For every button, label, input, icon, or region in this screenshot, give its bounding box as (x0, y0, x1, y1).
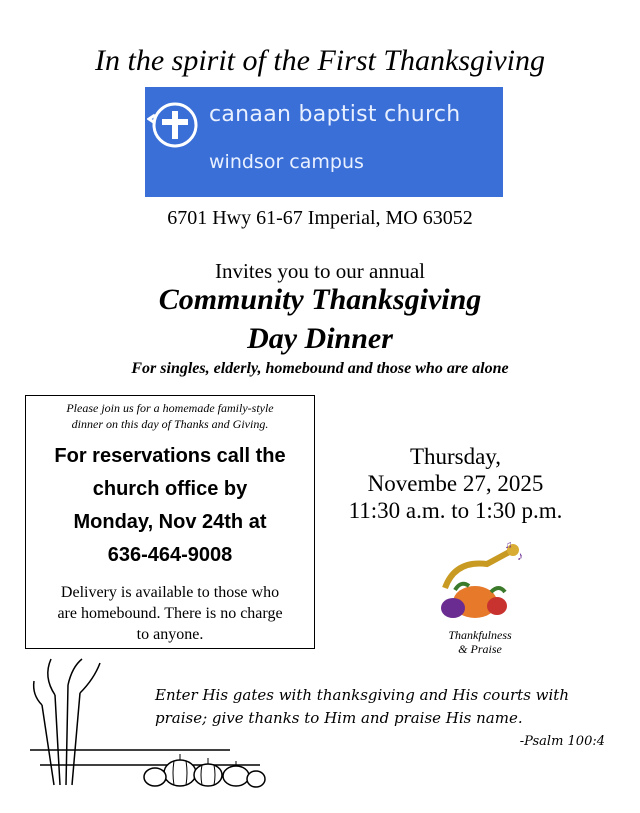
delivery-note: Delivery is available to those who are homebound. There is no charge to anyone. (57, 584, 283, 643)
event-time: 11:30 a.m. to 1:30 p.m. (348, 498, 563, 523)
invitation-note: Please join us for a homemade family-style dinner on this day of Thanks and Giving. (66, 401, 274, 431)
scripture-verse: Enter His gates with thanksgiving and His courts with praise; give thanks to Him and praise His name. (155, 686, 569, 727)
cross-icon (147, 97, 203, 153)
event-when (318, 443, 593, 524)
page-title: In the spirit of the First Thanksgiving (95, 44, 545, 77)
invite-line: Invites you to our annual (215, 259, 425, 283)
reservation-box (25, 395, 315, 649)
event-title-line2: Day Dinner (247, 322, 393, 355)
svg-text:♪: ♪ (517, 549, 523, 563)
harvest-horn-icon (425, 540, 535, 630)
event-subtitle: For singles, elderly, homebound and those who are alone (131, 360, 509, 377)
church-logo (145, 87, 503, 197)
scripture-citation: -Psalm 100:4 (519, 734, 605, 749)
event-day: Thursday, (409, 444, 502, 469)
church-name: canaan baptist church (209, 102, 461, 127)
campus-name: windsor campus (209, 151, 364, 173)
clipart-caption: Thankfulness & Praise (448, 628, 512, 656)
church-address: 6701 Hwy 61-67 Imperial, MO 63052 (167, 207, 473, 229)
event-title-line1: Community Thanksgiving (158, 283, 482, 316)
svg-text:♫: ♫ (505, 540, 513, 551)
reservation-instructions: For reservations call the church office by Monday, Nov 24th at 636-464-9008 (26, 440, 314, 572)
phone-number: 636-464-9008 (107, 544, 233, 566)
event-date: Novembe 27, 2025 (367, 471, 544, 496)
